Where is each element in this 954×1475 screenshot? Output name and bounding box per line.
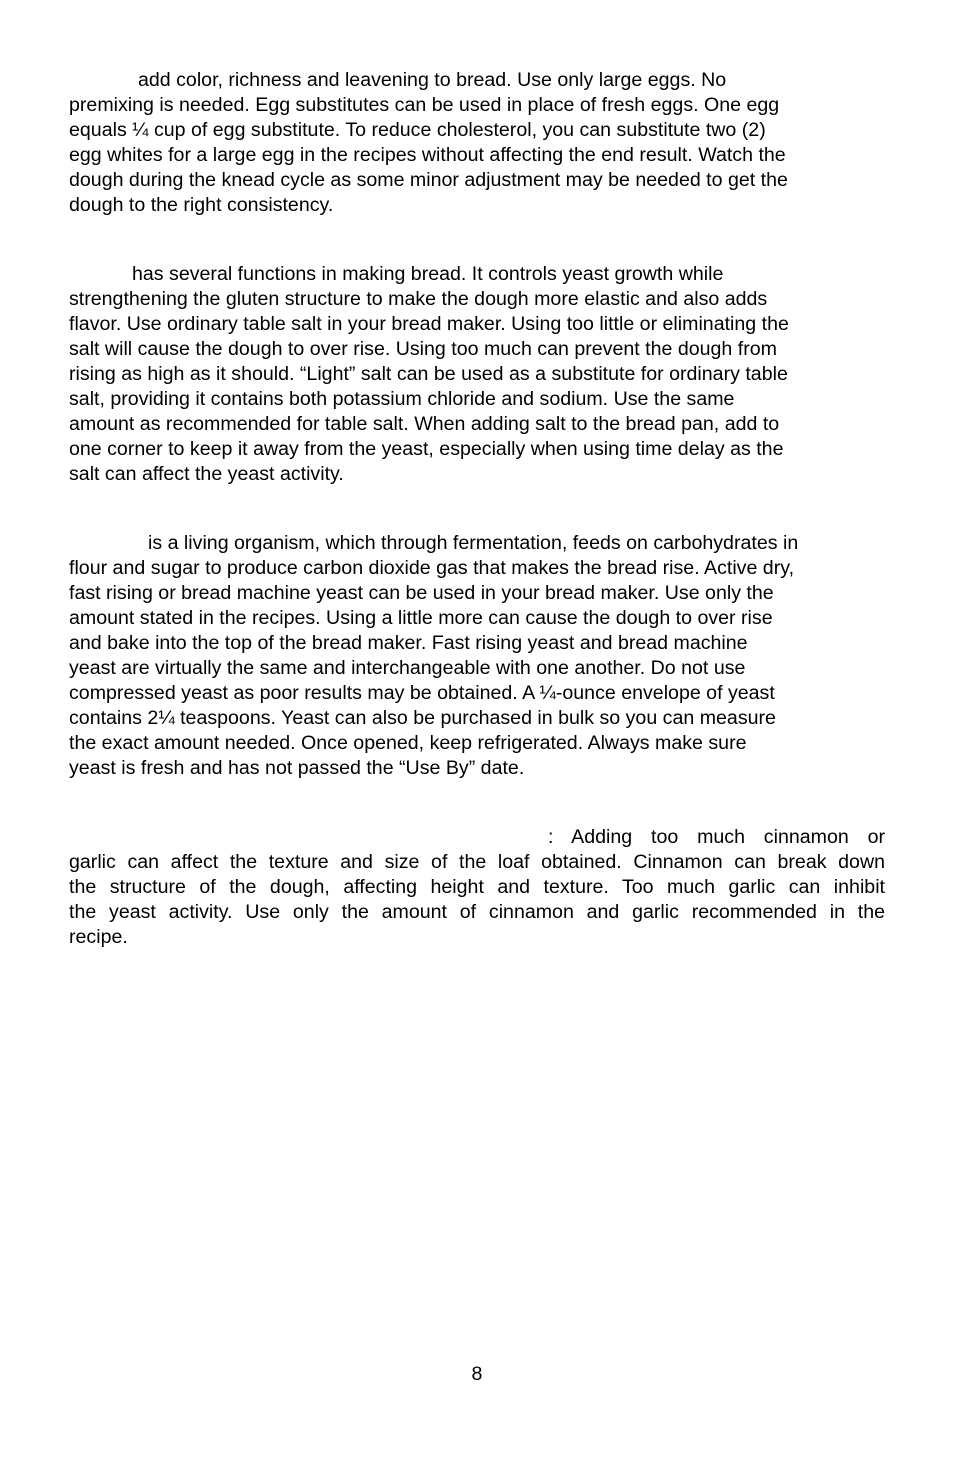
salt-line: strengthening the gluten structure to make the dough more elastic and also adds — [69, 288, 768, 310]
yeast-line: the exact amount needed. Once opened, keep refrigerated. Always make sure — [69, 732, 747, 754]
eggs-line: equals ¼ cup of egg substitute. To reduce cholesterol, you can substitute two (2) — [69, 119, 766, 141]
spices-line: : Adding too much cinnamon or — [548, 826, 885, 848]
eggs-line: dough during the knead cycle as some minor adjustment may be needed to get the — [69, 169, 788, 191]
salt-line: one corner to keep it away from the yeast, especially when using time delay as the — [69, 438, 784, 460]
eggs-line: premixing is needed. Egg substitutes can be used in place of fresh eggs. One egg — [69, 94, 780, 116]
yeast-line: flour and sugar to produce carbon dioxide gas that makes the bread rise. Active dry, — [69, 557, 795, 579]
yeast-line: yeast are virtually the same and interchangeable with one another. Do not use — [69, 657, 746, 679]
paragraph-spacer — [69, 781, 885, 825]
yeast-line: compressed yeast as poor results may be obtained. A ¼-ounce envelope of yeast — [69, 682, 775, 704]
yeast-paragraph — [69, 531, 885, 781]
yeast-line: yeast is fresh and has not passed the “Use By” date. — [69, 757, 525, 779]
eggs-line: add color, richness and leavening to bread. Use only large eggs. No — [138, 69, 727, 91]
yeast-line: contains 2¼ teaspoons. Yeast can also be purchased in bulk so you can measure — [69, 707, 776, 729]
salt-line: has several functions in making bread. It controls yeast growth while — [132, 263, 724, 285]
salt-line: amount as recommended for table salt. When adding salt to the bread pan, add to — [69, 413, 780, 435]
salt-paragraph — [69, 262, 885, 487]
eggs-paragraph — [69, 68, 885, 218]
spices-line: the yeast activity. Use only the amount of cinnamon and garlic recommended in the — [69, 901, 885, 923]
paragraph-spacer — [69, 487, 885, 531]
salt-line: salt will cause the dough to over rise. Using too much can prevent the dough from — [69, 338, 777, 360]
eggs-line: dough to the right consistency. — [69, 194, 334, 216]
spices-paragraph — [69, 825, 885, 950]
salt-line: flavor. Use ordinary table salt in your bread maker. Using too little or eliminating the — [69, 313, 789, 335]
yeast-line: fast rising or bread machine yeast can be used in your bread maker. Use only the — [69, 582, 774, 604]
eggs-line: egg whites for a large egg in the recipes without affecting the end result. Watch the — [69, 144, 786, 166]
spices-line: garlic can affect the texture and size of the loaf obtained. Cinnamon can break down — [69, 851, 885, 873]
paragraph-spacer — [69, 218, 885, 262]
salt-line: salt can affect the yeast activity. — [69, 463, 344, 485]
salt-line: salt, providing it contains both potassium chloride and sodium. Use the same — [69, 388, 735, 410]
yeast-line: amount stated in the recipes. Using a little more can cause the dough to over rise — [69, 607, 773, 629]
document-body — [69, 68, 885, 950]
spices-line: recipe. — [69, 926, 128, 948]
page-number: 8 — [471, 1363, 483, 1385]
yeast-line: is a living organism, which through fermentation, feeds on carbohydrates in — [148, 532, 799, 554]
spices-line: the structure of the dough, affecting height and texture. Too much garlic can inhibit — [69, 876, 885, 898]
yeast-line: and bake into the top of the bread maker. Fast rising yeast and bread machine — [69, 632, 748, 654]
salt-line: rising as high as it should. “Light” salt can be used as a substitute for ordinary table — [69, 363, 788, 385]
